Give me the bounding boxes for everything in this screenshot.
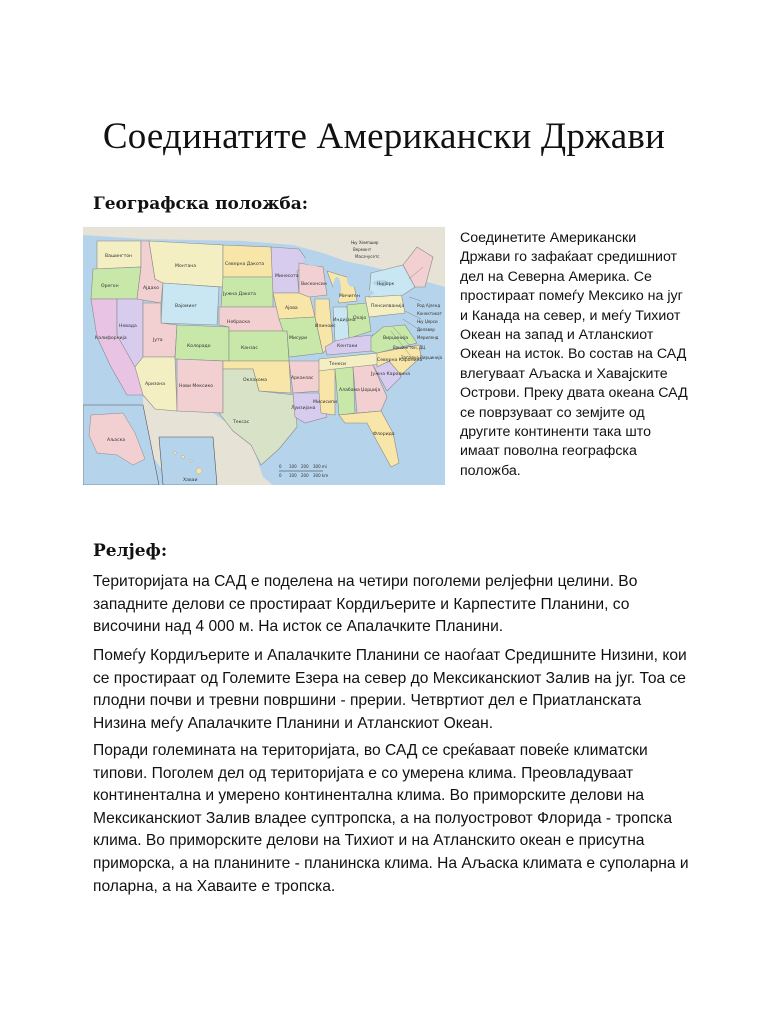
state-oregon (91, 267, 141, 299)
map-label-alabama: Алабама (339, 388, 360, 393)
svg-text:0: 0 (279, 464, 282, 469)
map-label-florida: Флорида (373, 432, 395, 437)
svg-text:300 km: 300 km (313, 473, 329, 478)
usa-states-map (83, 227, 445, 485)
state-colorado (175, 325, 229, 361)
map-label-michigan: Мичиген (339, 294, 360, 299)
map-label-washington: Вашингтон (105, 254, 133, 259)
map-label-new-mexico: Нови Мексико (179, 384, 214, 389)
map-label-new-jersey: Њу Џерси (417, 319, 438, 324)
map-label-kentucky: Кентаки (337, 344, 358, 349)
map-label-california: Калифорнија (95, 336, 127, 341)
map-label-nevada: Невада (119, 324, 137, 329)
map-label-west-virginia: Западна Вирџинија (401, 355, 443, 360)
map-label-missouri: Мисури (289, 336, 308, 341)
map-label-wisconsin: Висконсин (301, 282, 327, 287)
map-label-pennsylvania: Пенсилванија (371, 304, 405, 309)
map-label-idaho: Ајдахо (143, 286, 159, 291)
map-label-maryland: Мериленд (417, 335, 439, 340)
map-label-ohio: Охајо (353, 316, 367, 321)
svg-text:100: 100 (289, 464, 297, 469)
map-label-south-dakota: Јужна Дакота (223, 292, 256, 297)
map-label-texas: Тексас (233, 420, 250, 425)
map-label-connecticut: Конектикат (417, 311, 442, 316)
map-label-indiana: Индијана (333, 318, 356, 323)
map-label-vermont: Вермонт (353, 247, 372, 252)
state-kansas (229, 331, 289, 361)
map-label-arkansas: Арканзас (291, 376, 314, 381)
map-label-tennessee: Тенеси (329, 362, 346, 367)
map-label-minnesota: Минесота (275, 274, 299, 279)
svg-text:200: 200 (301, 473, 309, 478)
svg-text:200: 200 (301, 464, 309, 469)
svg-text:100: 100 (289, 473, 297, 478)
relief-paragraph-2: Помеѓу Кордиљерите и Апалачките Планини се наоѓаат Средишните Низини, кои се простираат од Големите Езера на север до Мексиканскиот Залив на југ. Тоа се плодни почви и тревни површини - прерии. Четвртиот дел е Приатланската Низина меѓу Апалачките Планини и Атланскиот Океан. (93, 647, 687, 732)
map-label-delaware: Делавер (417, 327, 435, 332)
relief-paragraph-1: Територијата на САД е поделена на четири поголеми релјефни целини. Во западните делови се простираат Кордиљерите и Карпестите Планини, со височини над 4 000 м. На исток се Апалачките Планини. (93, 573, 638, 636)
svg-text:0: 0 (279, 473, 282, 478)
map-label-kansas: Канзас (241, 346, 258, 351)
geography-text: Соединетите Американски Држави го зафаќаат средишниот дел на Северна Америка. Се простираат помеѓу Мексико на југ и Канада на север, и меѓу Тихиот Океан на запад и Атланскиот Океан на исток. Во состав на САД влегуваат Аљаска и Хавајските Острови. Преку двата океана САД се поврзуваат со земјите од другите континенти така што имаат поволна географска положба. (460, 230, 688, 479)
map-label-north-dakota: Северна Дакота (225, 262, 265, 267)
map-label-arizona: Аризона (145, 382, 166, 387)
map-label-rhode-island: Род Ајленд (417, 303, 441, 308)
hawaii-inset (159, 437, 217, 485)
map-label-wyoming: Вајоминг (175, 304, 197, 309)
map-label-georgia: Џорџија (361, 388, 381, 393)
map-label-colorado: Колорадо (187, 344, 211, 349)
state-north-dakota (223, 245, 273, 277)
map-label-oregon: Орегон (101, 284, 119, 289)
map-label-alaska: Аљаска (107, 438, 126, 443)
map-label-new-york: Њујорк (377, 282, 395, 287)
map-label-massachusetts: Масачусетс (355, 254, 380, 259)
relief-paragraph-3: Поради големината на територијата, во САД се среќаваат повеќе климатски типови. Поголем дел од територијата е со умерена клима. Преовладуваат континентална и умерено континентална клима. Во приморските делови на Мексиканскиот Залив владее суптропска, а на полуостровот Флорида - тропска клима. Во приморските делови на Тихиот и на Атланскито океан е присутна приморска, а на планините - планинска клима. На Аљаска климата е суполарна и поларна, а на Хаваите е тропска. (93, 742, 689, 895)
map-label-south-carolina: Јужна Каролина (371, 372, 411, 377)
map-label-washington-dc: Вашингтон, ДЦ (393, 345, 426, 350)
state-wisconsin (299, 263, 327, 297)
state-mississippi (319, 369, 335, 415)
map-label-north-carolina: Северна Каролина (377, 358, 423, 363)
section-heading-relief: Релјеф: (93, 541, 168, 561)
map-label-louisiana: Луизијана (291, 406, 316, 411)
map-label-hawaii: Хаваи (183, 478, 198, 483)
section-heading-geography: Географска положба: (93, 194, 309, 214)
map-label-virginia: Вирџинија (383, 336, 409, 341)
map-label-oklahoma: Оклахома (243, 378, 267, 383)
page-title: Соединатите Американски Држави (102, 115, 666, 157)
map-label-nebraska: Небраска (227, 320, 250, 325)
map-label-utah: Јута (153, 338, 163, 343)
map-label-illinois: Илиноис (315, 324, 336, 329)
map-label-montana: Монтана (175, 264, 197, 269)
map-label-mississippi: Мисисипи (313, 400, 337, 405)
map-label-iowa: Ајова (285, 306, 298, 311)
svg-text:300 mi: 300 mi (313, 464, 327, 469)
map-label-new-hampshire: Њу Хемпшир (351, 240, 379, 245)
